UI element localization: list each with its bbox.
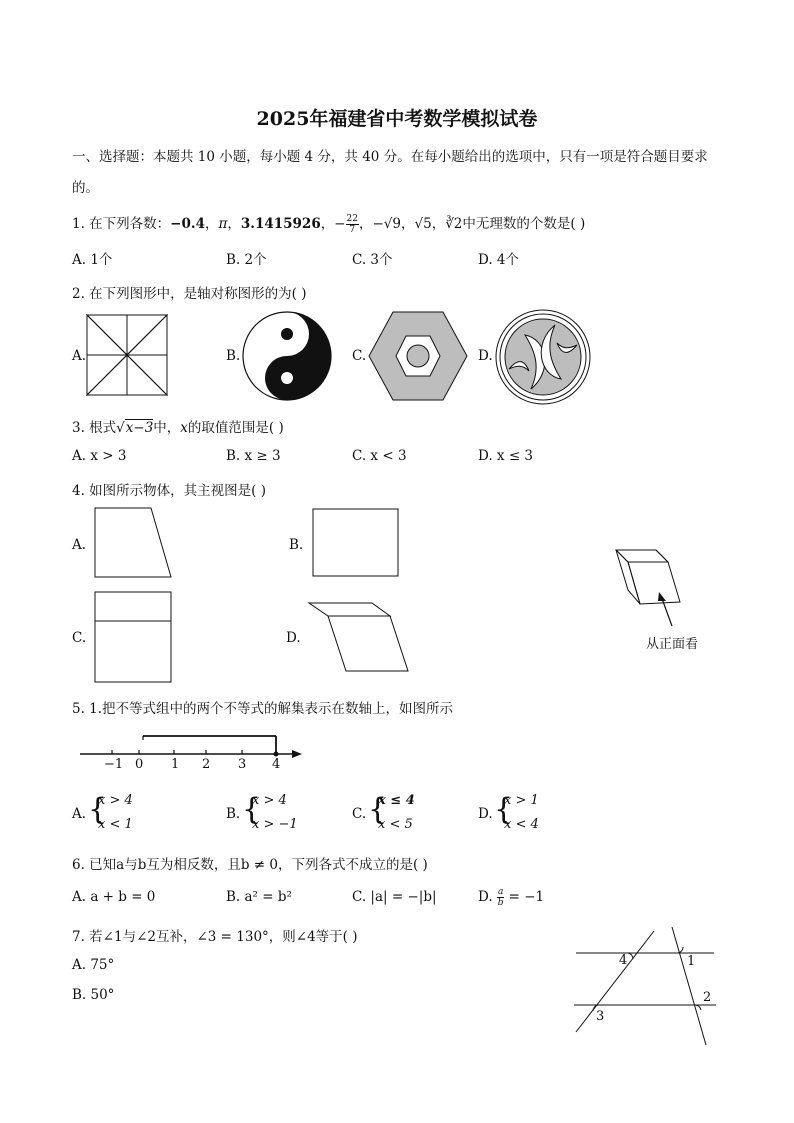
q1-number-6: √5 xyxy=(414,216,432,232)
q4-option-c-label[interactable]: C. xyxy=(72,630,87,646)
q4-option-a-label[interactable]: A. xyxy=(72,537,87,553)
q6-option-d-label: D. xyxy=(478,889,493,905)
q3-variable: x xyxy=(180,420,188,436)
q5-option-c-brace: { xyxy=(368,792,388,827)
question-1-stem: 1. 在下列各数：−0.4，π，3.1415926，− $\frac{22}{7}$ ，−√9，√5，∛2中无理数的个数是( ) xyxy=(72,214,586,235)
parallel-lines-figure xyxy=(570,925,720,1050)
q5-option-a-line2: x < 1 xyxy=(98,817,133,832)
q5-option-d-line1: x > 1 xyxy=(504,793,539,808)
q4-figure-d-parallelogram xyxy=(306,600,412,674)
q4-option-b-label[interactable]: B. xyxy=(289,537,304,553)
q6-option-d-rest: = −1 xyxy=(508,889,545,905)
q4-figure-b-rectangle xyxy=(312,508,400,578)
q5-option-a-label[interactable]: A. xyxy=(72,806,87,822)
q5-option-b-line2: x > −1 xyxy=(252,817,298,832)
q5-option-b-label[interactable]: B. xyxy=(226,806,241,822)
question-6-stem: 6. 已知a与b互为相反数，且b ≠ 0，下列各式不成立的是( ) xyxy=(72,857,428,873)
tick-label-neg1: −1 xyxy=(104,757,124,772)
hex-nut-figure xyxy=(368,311,468,401)
q5-option-b-line1: x > 4 xyxy=(252,793,287,808)
yin-yang-figure xyxy=(242,311,332,401)
q1-number-1: −0.4 xyxy=(170,216,205,232)
q5-option-d-label[interactable]: D. xyxy=(478,806,493,822)
q3-stem-a: 3. 根式 xyxy=(72,420,117,436)
angle-label-2: 2 xyxy=(703,990,712,1005)
pinwheel-figure xyxy=(86,314,168,396)
q3-option-d[interactable]: D. x ≤ 3 xyxy=(478,448,534,464)
question-5-stem: 5. 1.把不等式组中的两个不等式的解集表示在数轴上，如图所示 xyxy=(72,701,454,717)
q1-number-3: 3.1415926 xyxy=(240,216,321,232)
q1-number-7: ∛2 xyxy=(445,216,463,232)
q1-suffix: 中无理数的个数是( ) xyxy=(462,216,586,232)
question-3-stem xyxy=(72,416,284,436)
q6-option-d-fraction: $\frac{a}{b}$ xyxy=(497,887,504,908)
ring-logo-figure xyxy=(495,309,591,405)
tick-label-0: 0 xyxy=(135,757,144,772)
q5-option-c-line2: x < 5 xyxy=(378,817,413,832)
q2-option-b-label[interactable]: B. xyxy=(226,348,241,364)
q4-figure-a-trapezoid xyxy=(94,507,174,579)
q4-option-d-label[interactable]: D. xyxy=(286,630,301,646)
q2-option-c-label[interactable]: C. xyxy=(352,348,367,364)
angle-label-3: 3 xyxy=(596,1009,605,1024)
q3-stem-c: 的取值范围是( ) xyxy=(187,420,284,436)
question-4-stem: 4. 如图所示物体，其主视图是( ) xyxy=(72,483,266,499)
q6-option-d[interactable] xyxy=(478,887,544,908)
tick-label-1: 1 xyxy=(171,757,180,772)
q5-option-b-brace: { xyxy=(242,792,262,827)
q6-option-b[interactable]: B. a² = b² xyxy=(226,889,292,905)
q3-option-a[interactable]: A. x > 3 xyxy=(72,448,127,464)
section-heading-line1: 一、选择题：本题共 10 小题，每小题 4 分，共 40 分。在每小题给出的选项中，只有一项是符合题目要求 xyxy=(72,149,708,165)
q3-option-c[interactable]: C. x < 3 xyxy=(352,448,407,464)
q1-option-b[interactable]: B. 2个 xyxy=(226,252,267,268)
q1-sign: − xyxy=(334,216,346,232)
q1-number-2: π xyxy=(218,216,228,232)
q5-option-c-line1: x ≤ 4 xyxy=(378,793,415,808)
q1-option-a[interactable]: A. 1个 xyxy=(72,252,113,268)
q7-option-a[interactable]: A. 75° xyxy=(72,957,115,973)
tick-label-4: 4 xyxy=(272,757,281,772)
question-2-stem: 2. 在下列图形中，是轴对称图形的为( ) xyxy=(72,286,307,302)
q3-stem-b: 中， xyxy=(153,420,181,436)
q1-fraction: $\frac{22}{7}$ xyxy=(346,214,358,235)
view-arrow-icon xyxy=(656,590,680,630)
angle-label-4: 4 xyxy=(619,953,628,968)
section-heading-line2: 的。 xyxy=(72,180,99,196)
page-title: 2025年福建省中考数学模拟试卷 xyxy=(256,108,538,130)
q1-number-5: −√9 xyxy=(372,216,401,232)
q1-option-c[interactable]: C. 3个 xyxy=(352,252,393,268)
q3-option-b[interactable]: B. x ≥ 3 xyxy=(226,448,281,464)
tick-label-2: 2 xyxy=(202,757,211,772)
q1-prefix: 1. 在下列各数： xyxy=(72,216,171,232)
q5-option-d-line2: x < 4 xyxy=(504,817,539,832)
angle-label-1: 1 xyxy=(687,954,696,969)
q2-option-d-label[interactable]: D. xyxy=(478,348,493,364)
front-view-label: 从正面看 xyxy=(646,637,699,652)
q6-option-a[interactable]: A. a + b = 0 xyxy=(72,889,156,905)
tick-label-3: 3 xyxy=(238,757,247,772)
radical-sign: √ xyxy=(116,420,125,436)
q5-option-d-brace: { xyxy=(494,792,514,827)
question-7-stem: 7. 若∠1与∠2互补，∠3 = 130°，则∠4等于( ) xyxy=(72,929,358,945)
q4-figure-c-split-rectangle xyxy=(94,591,174,685)
q2-option-a-label[interactable]: A. xyxy=(72,348,87,364)
q1-option-d[interactable]: D. 4个 xyxy=(478,252,520,268)
q3-radicand: x−3 xyxy=(125,420,154,436)
q6-option-c[interactable]: C. |a| = −|b| xyxy=(352,889,437,905)
q5-option-a-brace: { xyxy=(88,792,108,827)
q7-option-b[interactable]: B. 50° xyxy=(72,987,115,1003)
q5-option-c-label[interactable]: C. xyxy=(352,806,367,822)
q5-option-a-line1: x > 4 xyxy=(98,793,133,808)
